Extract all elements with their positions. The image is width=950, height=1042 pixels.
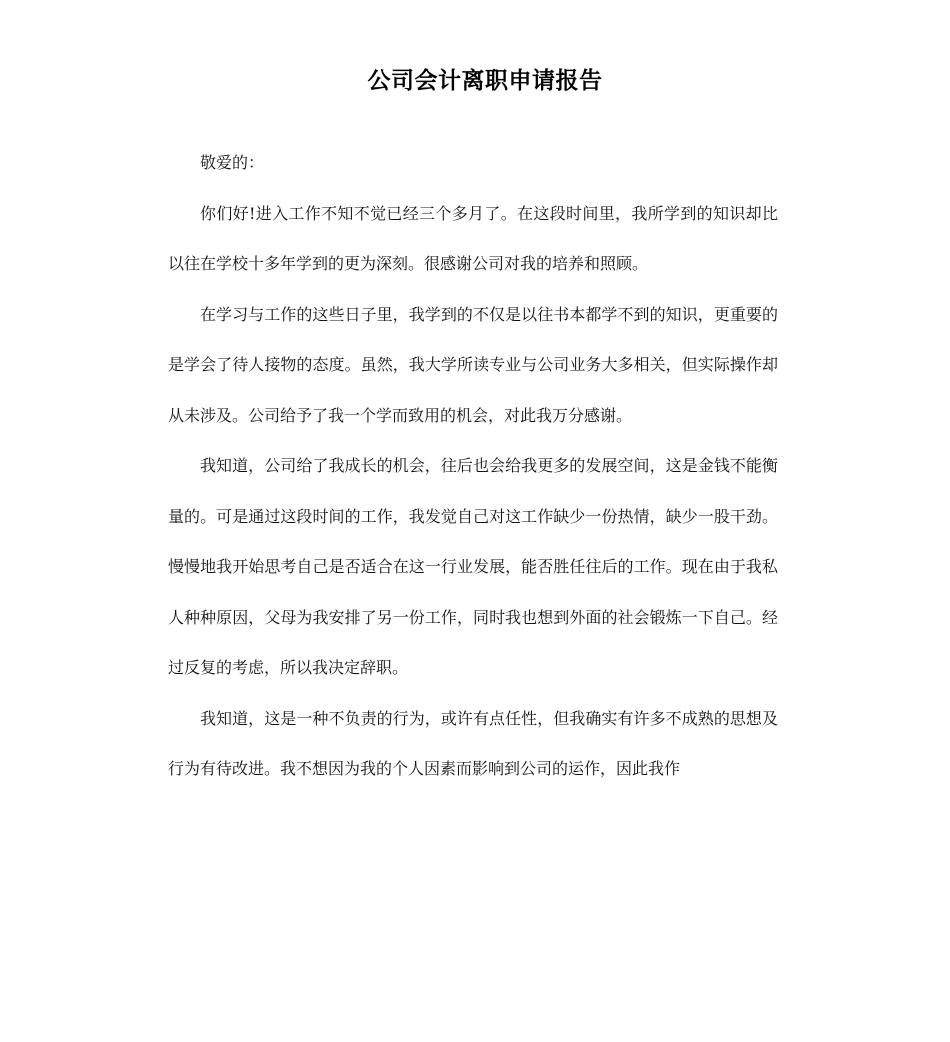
salutation: 敬爱的： bbox=[200, 153, 265, 172]
paragraph-4: 我知道，这是一种不负责的行为，或许有点任性，但我确实有许多不成熟的思想及行为有待改进。我不想因为我的个人因素而影响到公司的运作，因此我作 bbox=[168, 708, 778, 778]
paragraph-1: 你们好!进入工作不知不觉已经三个多月了。在这段时间里，我所学到的知识却比以往在学校十多年学到的更为深刻。很感谢公司对我的培养和照顾。 bbox=[168, 203, 778, 273]
document-title: 公司会计离职申请报告 bbox=[367, 68, 603, 94]
document-body bbox=[168, 138, 778, 795]
paragraph-2: 在学习与工作的这些日子里，我学到的不仅是以往书本都学不到的知识，更重要的是学会了待人接物的态度。虽然，我大学所读专业与公司业务大多相关，但实际操作却从未涉及。公司给予了我一个学而致用的机会，对此我万分感谢。 bbox=[168, 304, 778, 425]
paragraph-3: 我知道，公司给了我成长的机会，往后也会给我更多的发展空间，这是金钱不能衡量的。可是通过这段时间的工作，我发觉自己对这工作缺少一份热情，缺少一股干劲。慢慢地我开始思考自己是否适合在这一行业发展，能否胜任往后的工作。现在由于我私人种种原因，父母为我安排了另一份工作，同时我也想到外面的社会锻炼一下自己。经过反复的考虑，所以我决定辞职。 bbox=[168, 456, 778, 677]
